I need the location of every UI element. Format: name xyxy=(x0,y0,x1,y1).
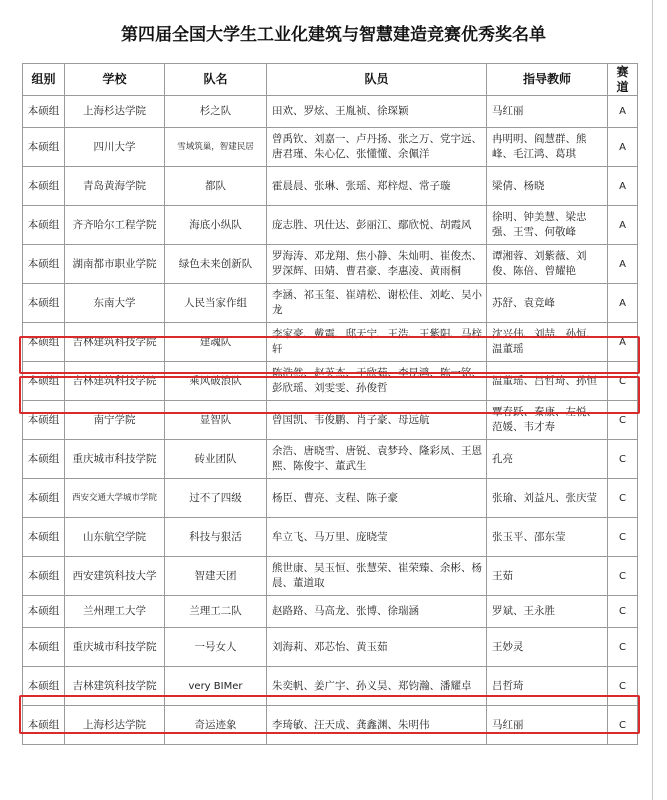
cell-advisors: 温董瑶、吕哲琦、孙恒 xyxy=(487,362,608,401)
cell-group: 本硕组 xyxy=(23,706,65,745)
table-row xyxy=(23,128,638,167)
cell-track: C xyxy=(608,362,638,401)
cell-team: 智建天团 xyxy=(165,557,267,596)
header-school: 学校 xyxy=(65,64,165,96)
cell-members: 余浩、唐晓雪、唐锐、袁梦玲、隆彩凤、王恩熙、陈俊宇、董武生 xyxy=(267,440,487,479)
cell-track: A xyxy=(608,167,638,206)
cell-members: 刘海莉、邓芯怡、黄玉茹 xyxy=(267,628,487,667)
table-row xyxy=(23,206,638,245)
cell-members: 霍晨晨、张琳、张瑶、郑梓煜、常子璇 xyxy=(267,167,487,206)
cell-advisors: 孔亮 xyxy=(487,440,608,479)
cell-advisors: 苏舒、袁竞峰 xyxy=(487,284,608,323)
header-members: 队员 xyxy=(267,64,487,96)
table-row xyxy=(23,96,638,128)
cell-team: 兰理工二队 xyxy=(165,596,267,628)
cell-school: 湖南都市职业学院 xyxy=(65,245,165,284)
header-team: 队名 xyxy=(165,64,267,96)
cell-members: 庞志胜、巩仕达、彭丽江、鄢欣悦、胡霞风 xyxy=(267,206,487,245)
cell-school: 四川大学 xyxy=(65,128,165,167)
cell-members: 牟立飞、马万里、庞晓莹 xyxy=(267,518,487,557)
cell-team: 显智队 xyxy=(165,401,267,440)
cell-track: A xyxy=(608,323,638,362)
cell-track: C xyxy=(608,440,638,479)
cell-team: 砖业团队 xyxy=(165,440,267,479)
cell-group: 本硕组 xyxy=(23,667,65,706)
cell-team: 雪域筑巢，智建民居 xyxy=(165,128,267,167)
cell-track: A xyxy=(608,284,638,323)
header-track: 赛道 xyxy=(608,64,638,96)
cell-school: 上海杉达学院 xyxy=(65,706,165,745)
page-title: 第四届全国大学生工业化建筑与智慧建造竞赛优秀奖名单 xyxy=(121,25,546,45)
cell-school: 吉林建筑科技学院 xyxy=(65,323,165,362)
cell-group: 本硕组 xyxy=(23,167,65,206)
highlight-box xyxy=(19,336,640,374)
cell-members: 李琦敏、汪天成、龚鑫渊、朱明伟 xyxy=(267,706,487,745)
cell-team: 奇运迹象 xyxy=(165,706,267,745)
cell-members: 罗海涛、邓龙翔、焦小静、朱灿明、崔俊杰、罗深辉、田婧、曹君豪、李惠凌、黄雨桐 xyxy=(267,245,487,284)
cell-track: C xyxy=(608,557,638,596)
cell-group: 本硕组 xyxy=(23,206,65,245)
cell-school: 上海杉达学院 xyxy=(65,96,165,128)
cell-track: A xyxy=(608,245,638,284)
cell-advisors: 马红丽 xyxy=(487,96,608,128)
cell-members: 陈浩然、赵英杰、于欣茹、李昆鸿、陈一铭、彭欣瑶、刘雯雯、孙俊哲 xyxy=(267,362,487,401)
cell-members: 赵路路、马高龙、张博、徐瑞涵 xyxy=(267,596,487,628)
cell-advisors: 沈兴伟、刘喆、孙恒、温董瑶 xyxy=(487,323,608,362)
cell-advisors: 王妙灵 xyxy=(487,628,608,667)
cell-track: C xyxy=(608,518,638,557)
cell-advisors: 马红丽 xyxy=(487,706,608,745)
cell-team: 人民当家作组 xyxy=(165,284,267,323)
cell-group: 本硕组 xyxy=(23,284,65,323)
cell-group: 本硕组 xyxy=(23,557,65,596)
cell-group: 本硕组 xyxy=(23,596,65,628)
cell-members: 李涵、祁玉玺、崔靖松、谢松佳、刘屹、吴小龙 xyxy=(267,284,487,323)
table-row xyxy=(23,628,638,667)
cell-team: 杉之队 xyxy=(165,96,267,128)
cell-team: 乘风破浪队 xyxy=(165,362,267,401)
header-group: 组别 xyxy=(23,64,65,96)
cell-track: C xyxy=(608,667,638,706)
cell-team: 海底小纵队 xyxy=(165,206,267,245)
cell-advisors: 吕哲琦 xyxy=(487,667,608,706)
cell-members: 曾禹钦、刘嘉一、卢丹扬、张之万、党宇远、唐君瑾、朱心亿、张懂懂、余佩洋 xyxy=(267,128,487,167)
cell-school: 青岛黄海学院 xyxy=(65,167,165,206)
table-row xyxy=(23,518,638,557)
cell-group: 本硕组 xyxy=(23,401,65,440)
cell-school: 吉林建筑科技学院 xyxy=(65,667,165,706)
table-row xyxy=(23,284,638,323)
cell-track: C xyxy=(608,706,638,745)
cell-advisors: 谭湘蓉、刘紫薇、刘俊、陈倍、曾耀艳 xyxy=(487,245,608,284)
highlight-box xyxy=(19,695,640,734)
cell-advisors: 徐明、钟美慧、梁忠强、王雪、何敬峰 xyxy=(487,206,608,245)
cell-school: 东南大学 xyxy=(65,284,165,323)
cell-team: 建魂队 xyxy=(165,323,267,362)
cell-team: very BIMer xyxy=(165,667,267,706)
page-edge-line xyxy=(652,0,653,800)
cell-members: 杨臣、曹亮、支程、陈子豪 xyxy=(267,479,487,518)
cell-advisors: 王茹 xyxy=(487,557,608,596)
highlight-box xyxy=(19,376,640,414)
cell-team: 科技与狠活 xyxy=(165,518,267,557)
cell-group: 本硕组 xyxy=(23,440,65,479)
cell-school: 吉林建筑科技学院 xyxy=(65,362,165,401)
table-row xyxy=(23,440,638,479)
cell-school: 西安交通大学城市学院 xyxy=(65,479,165,518)
cell-team: 过不了四级 xyxy=(165,479,267,518)
cell-group: 本硕组 xyxy=(23,628,65,667)
cell-group: 本硕组 xyxy=(23,323,65,362)
cell-track: C xyxy=(608,401,638,440)
cell-school: 兰州理工大学 xyxy=(65,596,165,628)
cell-school: 南宁学院 xyxy=(65,401,165,440)
cell-track: C xyxy=(608,628,638,667)
cell-members: 李家豪、戴震、邸天宁、王浩、王紫阳、马梓轩 xyxy=(267,323,487,362)
cell-track: A xyxy=(608,96,638,128)
cell-school: 重庆城市科技学院 xyxy=(65,628,165,667)
table-row xyxy=(23,245,638,284)
cell-members: 曾国凯、韦俊鹏、肖子豪、母远航 xyxy=(267,401,487,440)
cell-group: 本硕组 xyxy=(23,479,65,518)
cell-advisors: 罗斌、王永胜 xyxy=(487,596,608,628)
cell-track: A xyxy=(608,128,638,167)
cell-group: 本硕组 xyxy=(23,128,65,167)
cell-track: C xyxy=(608,596,638,628)
cell-advisors: 覃春跃、秦康、左悦、范媛、韦才寿 xyxy=(487,401,608,440)
table-row xyxy=(23,557,638,596)
cell-advisors: 张玉平、邵东莹 xyxy=(487,518,608,557)
cell-school: 重庆城市科技学院 xyxy=(65,440,165,479)
cell-group: 本硕组 xyxy=(23,362,65,401)
cell-members: 熊世康、吴玉恒、张慧荣、崔荣臻、余彬、杨晨、董道取 xyxy=(267,557,487,596)
cell-advisors: 张瑜、刘益凡、张庆莹 xyxy=(487,479,608,518)
table-row xyxy=(23,479,638,518)
cell-members: 朱奕帆、姜广宇、孙义昊、郑钧瀚、潘耀卓 xyxy=(267,667,487,706)
header-advisors: 指导教师 xyxy=(487,64,608,96)
cell-group: 本硕组 xyxy=(23,518,65,557)
cell-members: 田欢、罗炫、王胤祯、徐琛颖 xyxy=(267,96,487,128)
cell-team: 都队 xyxy=(165,167,267,206)
cell-school: 齐齐哈尔工程学院 xyxy=(65,206,165,245)
cell-group: 本硕组 xyxy=(23,245,65,284)
table-header-row xyxy=(23,64,638,96)
cell-school: 山东航空学院 xyxy=(65,518,165,557)
table-row xyxy=(23,596,638,628)
cell-advisors: 梁倩、杨晓 xyxy=(487,167,608,206)
cell-advisors: 冉明明、阎慧群、熊峰、毛江鸿、葛琪 xyxy=(487,128,608,167)
cell-group: 本硕组 xyxy=(23,96,65,128)
cell-team: 绿色未来创新队 xyxy=(165,245,267,284)
cell-school: 西安建筑科技大学 xyxy=(65,557,165,596)
cell-track: A xyxy=(608,206,638,245)
cell-track: C xyxy=(608,479,638,518)
cell-team: 一号女人 xyxy=(165,628,267,667)
table-row xyxy=(23,167,638,206)
